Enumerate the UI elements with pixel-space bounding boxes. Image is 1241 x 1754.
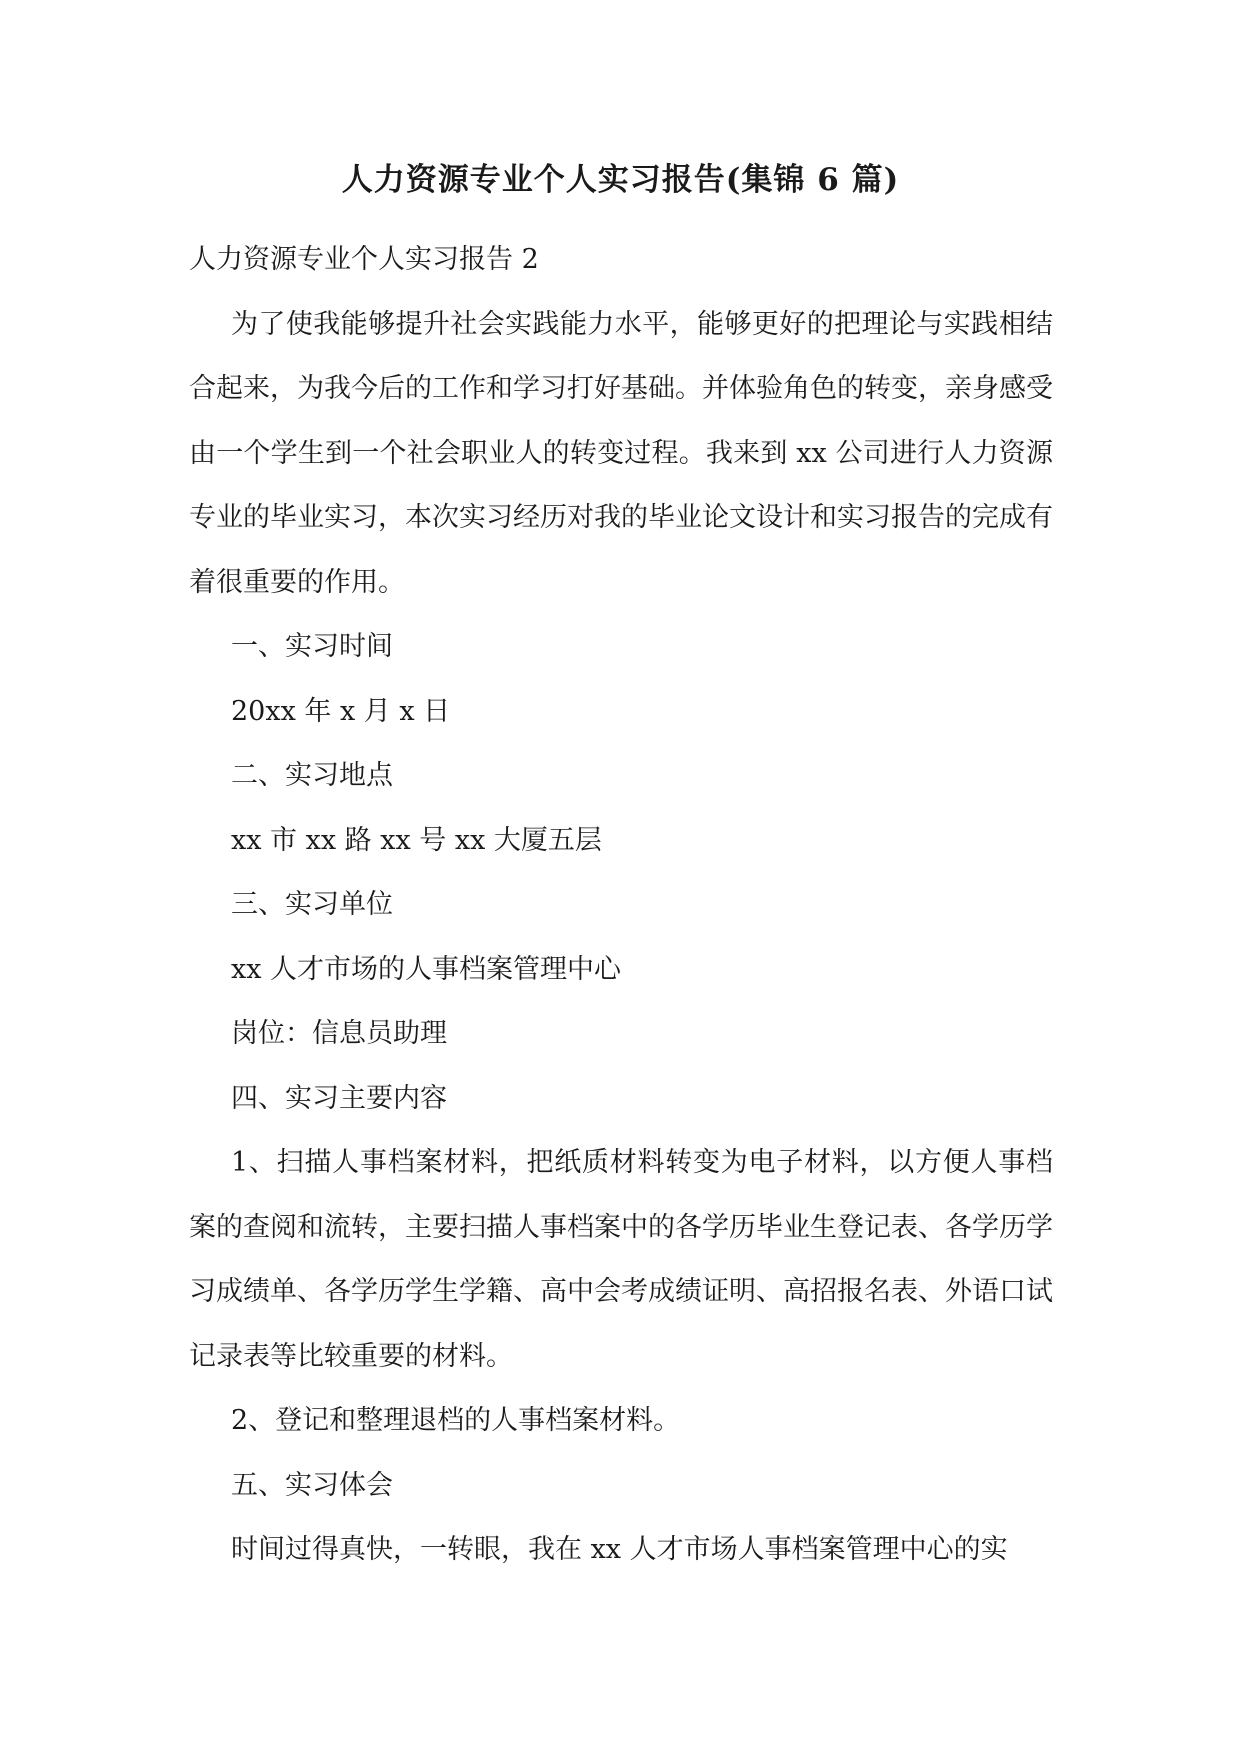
intro-paragraph: 为了使我能够提升社会实践能力水平，能够更好的把理论与实践相结合起来，为我今后的工作和学习打好基础。并体验角色的转变，亲身感受由一个学生到一个社会职业人的转变过程。我来到 xx 公司进行人力资源专业的毕业实习，本次实习经历对我的毕业论文设计和实习报告的完成有着很重要的作用。 [189, 308, 1053, 598]
document-title: 人力资源专业个人实习报告(集锦 6 篇) [341, 162, 900, 198]
internship-date: 20xx 年 x 月 x 日 [231, 695, 451, 727]
section-heading-time: 一、实习时间 [231, 631, 393, 662]
experience-paragraph: 时间过得真快，一转眼，我在 xx 人才市场人事档案管理中心的实 [231, 1534, 1008, 1565]
section-heading-content: 四、实习主要内容 [231, 1082, 447, 1114]
internship-position: 岗位：信息员助理 [231, 1018, 447, 1049]
internship-address: xx 市 xx 路 xx 号 xx 大厦五层 [231, 824, 602, 856]
content-item-1: 1、扫描人事档案材料，把纸质材料转变为电子材料，以方便人事档案的查阅和流转，主要扫描人事档案中的各学历毕业生登记表、各学历学习成绩单、各学历学生学籍、高中会考成绩证明、高招报名表、外语口试记录表等比较重要的材料。 [189, 1147, 1053, 1372]
internship-unit: xx 人才市场的人事档案管理中心 [231, 953, 622, 985]
section-heading-unit: 三、实习单位 [231, 889, 393, 920]
section-heading-location: 二、实习地点 [231, 760, 393, 791]
document-body [189, 228, 1053, 1583]
report-subtitle: 人力资源专业个人实习报告 2 [189, 244, 539, 275]
section-heading-experience: 五、实习体会 [231, 1469, 393, 1501]
content-item-2: 2、登记和整理退档的人事档案材料。 [231, 1405, 681, 1436]
